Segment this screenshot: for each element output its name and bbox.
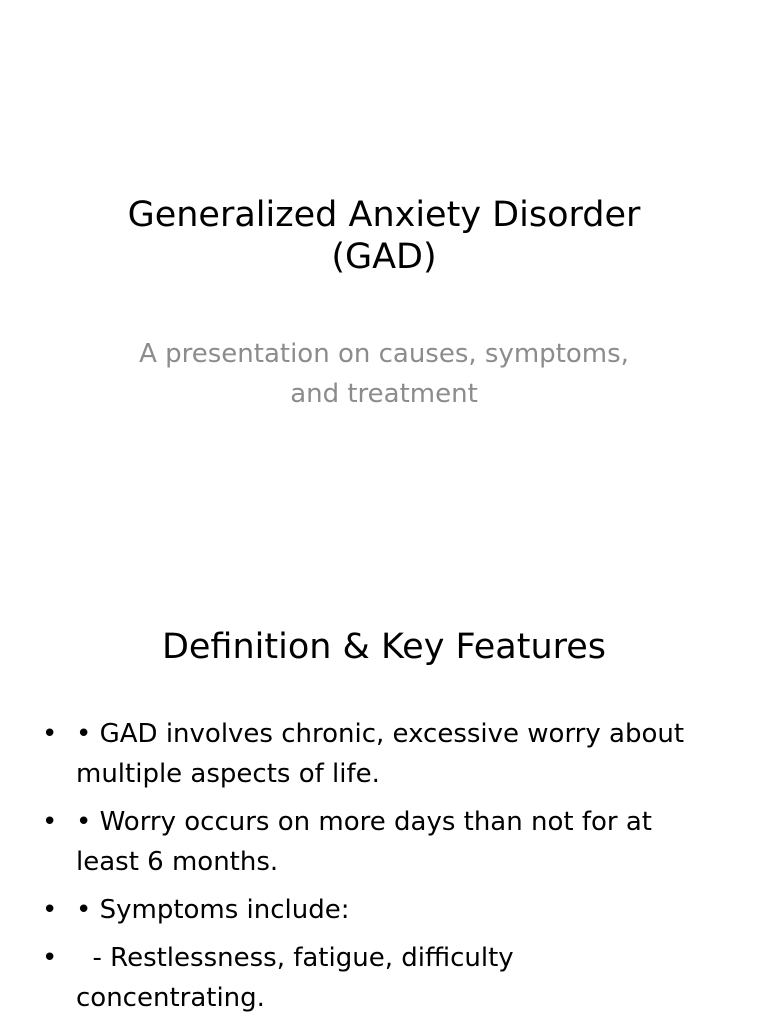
bullet-item <box>42 802 732 882</box>
bullet-list <box>42 714 732 1026</box>
bullet-text-line-2: multiple aspects of life. <box>76 759 380 789</box>
definition-slide <box>0 576 768 1024</box>
bullet-text-line-1: • Worry occurs on more days than not for at <box>76 807 652 837</box>
bullet-text-line-2: least 6 months. <box>76 847 279 877</box>
bullet-text-line-1: - Restlessness, fatigue, difficulty <box>76 943 514 973</box>
bullet-text-line-1: • Symptoms include: <box>76 895 350 925</box>
bullet-marker: • <box>42 807 58 837</box>
bullet-marker: • <box>42 895 58 925</box>
presentation-subtitle <box>80 334 688 414</box>
bullet-text-line-1: • GAD involves chronic, excessive worry about <box>76 719 685 749</box>
subtitle-line-2: and treatment <box>290 379 478 409</box>
title-line-1: Generalized Anxiety Disorder <box>127 195 641 235</box>
presentation-title <box>40 194 728 278</box>
slide-title: Definition & Key Features <box>161 627 607 667</box>
bullet-marker: • <box>42 719 58 749</box>
subtitle-line-1: A presentation on causes, symptoms, <box>139 339 629 369</box>
bullet-item <box>42 938 732 1018</box>
bullet-item <box>42 890 732 930</box>
bullet-marker: • <box>42 943 58 973</box>
title-line-2: (GAD) <box>331 237 437 277</box>
bullet-text-line-2: concentrating. <box>76 983 265 1013</box>
bullet-item <box>42 714 732 794</box>
